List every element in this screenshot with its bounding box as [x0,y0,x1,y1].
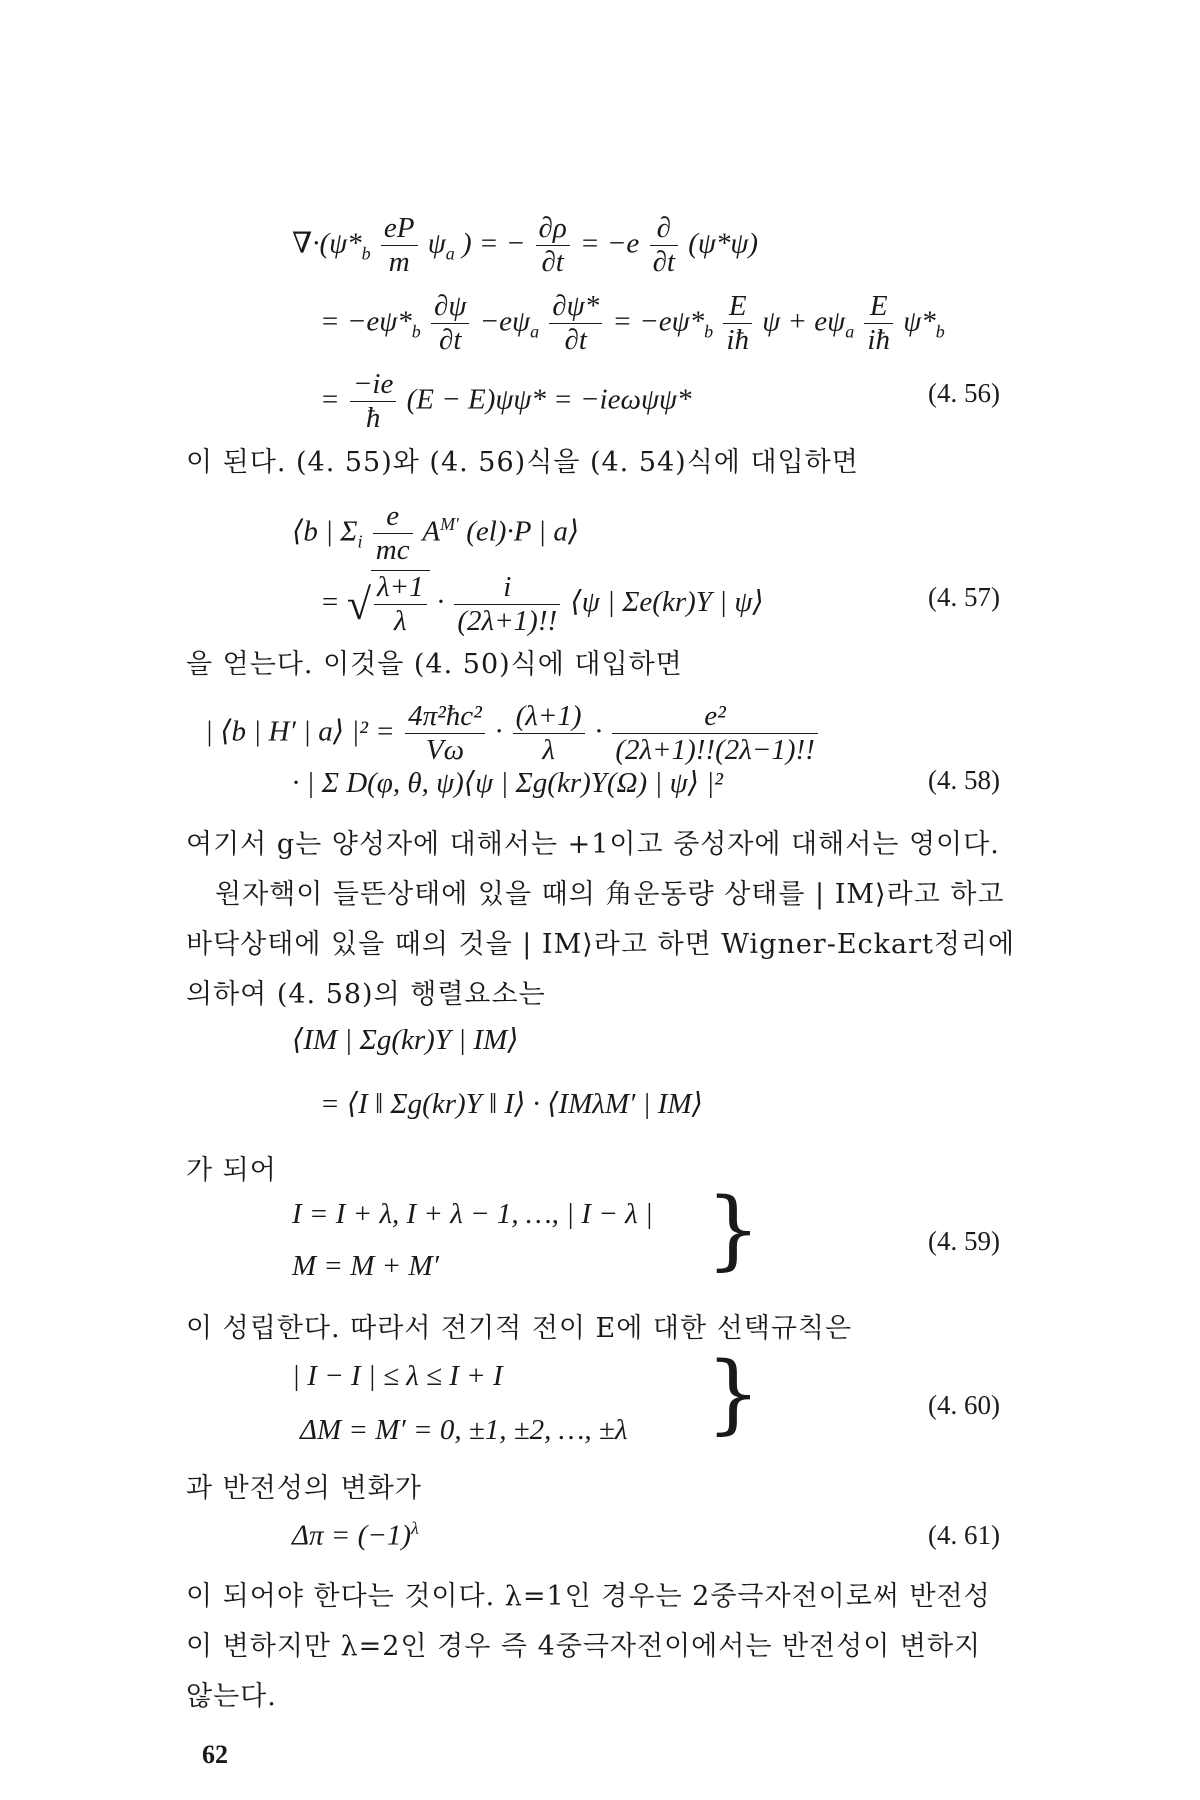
frac-num: E [864,290,893,324]
eq-4-57-sqrt [347,570,430,639]
eq-4-56-l1-lhs-open: ∇·(ψ* [292,227,362,260]
eq-4-58-dot2: · [594,715,603,748]
frac-den: iħ [726,324,749,357]
equation-number-4-58: (4. 58) [928,765,1000,795]
frac-den: ∂t [652,246,675,279]
frac-den: m [388,246,410,279]
eq-4-59-line-2: M = M + M′ [292,1250,439,1282]
paragraph-line-7: 가 되어 [186,1155,277,1186]
eq-4-56-l2-frac3 [723,290,752,358]
frac-num: e² [612,700,818,734]
matrix-element-line-1: ⟨IM | Σg(kr)Y | IM⟩ [292,1024,519,1056]
eq-4-59-line-1: I = I + λ, I + λ − 1, …, | I − λ | [292,1198,653,1230]
eq-4-57-l2-frac [454,571,560,639]
eq-4-57-l1-frac [373,500,413,568]
frac-num: e [373,500,413,534]
frac-den: ∂t [541,246,564,279]
eq-4-56-l2-psi-b: ψ* [903,305,936,338]
eq-4-56-l3-eq: = [320,383,340,416]
frac-den: Vω [425,734,465,767]
eq-4-56-l1-psi-a: ψ [427,227,446,260]
eq-4-56-l1-product: (ψ*ψ) [688,227,759,260]
frac-den: λ [394,605,407,638]
frac-num: (λ+1) [513,700,585,734]
frac-den: ∂t [438,324,462,357]
eq-4-56-l1-frac-d-dt [650,212,678,280]
eq-4-57-line-2 [320,570,764,639]
eq-4-56-l2-term2: −eψ [479,305,531,338]
frac-num: 4π²ħc² [405,700,485,734]
eq-4-60-line-1: | I − I | ≤ λ ≤ I + I [292,1360,503,1392]
frac-num: −ie [350,368,397,402]
equation-number-4-60: (4. 60) [928,1390,1000,1420]
frac-num: i [454,571,560,605]
eq-4-56-l1-frac-drho-dt [536,212,570,280]
eq-4-56-l1-eq2: = −e [580,227,640,260]
eq-4-59-right-brace-icon: } [706,1180,761,1280]
frac-den: ħ [365,402,381,435]
paragraph-line-6: 의하여 (4. 58)의 행렬요소는 [186,979,546,1010]
eq-4-58-line-2 [292,765,723,800]
eq-4-57-l1-ket: (el)·P | a⟩ [466,515,580,548]
eq-4-56-l2-frac1 [431,290,469,358]
eq-4-58-line-1 [205,700,821,768]
eq-4-56-l2-term3: = −eψ* [612,305,705,338]
paragraph-line-9: 과 반전성의 변화가 [186,1473,422,1504]
paragraph-line-3: 여기서 g는 양성자에 대해서는 +1이고 중성자에 대해서는 영이다. [186,829,1000,860]
frac-den: λ [542,734,555,767]
eq-4-56-l1-eq1: ) = − [462,227,526,260]
eq-4-57-sqrt-frac [374,571,427,639]
frac-den: (2λ+1)!! [457,604,558,637]
equation-number-4-56: (4. 56) [928,378,1000,408]
frac-den: (2λ+1)!!(2λ−1)!! [615,734,815,767]
eq-4-60-line-2: ΔM = M′ = 0, ±1, ±2, …, ±λ [300,1414,628,1446]
eq-4-58-dot1: · [495,715,503,748]
paragraph-line-8: 이 성립한다. 따라서 전기적 전이 E에 대한 선택규칙은 [186,1313,853,1344]
paragraph-line-1: 이 된다. (4. 55)와 (4. 56)식을 (4. 54)식에 대입하면 [186,447,859,478]
equation-number-4-57: (4. 57) [928,582,1000,612]
frac-num: ∂ [650,212,678,246]
eq-4-58-l1-lhs: | ⟨b | H′ | a⟩ |² = [205,715,395,748]
frac-den: mc [375,534,410,567]
frac-num: eP [381,212,418,246]
frac-num: ∂ρ [536,212,570,246]
eq-4-58-l1-frac3 [612,700,818,768]
eq-4-57-l2-eq: = [320,586,340,618]
frac-num: E [723,290,752,324]
frac-num: ∂ψ* [549,290,602,324]
eq-4-56-l3-rhs: (E − E)ψψ* = −ieωψψ* [406,383,692,416]
eq-4-61-line-1: $\Delta\pi = (-1)^\lambda$ [292,1518,419,1552]
eq-4-61-body: Δπ = (−1) [292,1519,412,1552]
eq-4-60-right-brace-icon: } [706,1344,761,1444]
paragraph-line-12: 않는다. [186,1681,277,1712]
eq-4-58-l2: · | Σ D(φ, θ, ψ)⟨ψ | Σg(kr)Y(Ω) | ψ⟩ |² [292,767,723,799]
eq-4-57-l1-bra: ⟨b | Σ [292,515,358,548]
eq-4-57-dot: · [436,586,445,618]
equation-number-4-59: (4. 59) [928,1226,1000,1256]
matrix-element-line-2: = ⟨I ‖ Σg(kr)Y ‖ I⟩ · ⟨IMλM′ | IM⟩ [320,1088,703,1120]
frac-num: λ+1 [374,571,427,605]
eq-4-56-line-2: = $-e\psi*_b$ $\frac{\partial\psi}{\partial t}$ $-e\psi_a$ $\frac{\partial\psi*}{\partial t}$ = $-e\psi*_b$ $\frac{E}{iħ}$ $\psi + e\psi_a$ $\frac{E}{iħ}$ $\psi*_b$ [320,290,945,357]
frac-den: ∂t [564,324,587,357]
eq-4-56-line-1: $\nabla\cdot(\psi*_b$ $\frac{eP}{m}$ $\psi_a$ ) = − $\frac{\partial\rho}{\partial t}$ = −e $\frac{\partial}{\partial t}$ (ψ*ψ) [292,212,759,279]
frac-den: iħ [867,324,890,357]
eq-4-57-l1-A: A [422,515,441,548]
eq-4-56-line-3 [320,368,691,436]
frac-num: ∂ψ [431,290,469,324]
equation-number-4-61: (4. 61) [928,1520,1000,1550]
paragraph-line-2: 을 얻는다. 이것을 (4. 50)식에 대입하면 [186,649,683,680]
eq-4-56-l2-frac2 [549,290,602,358]
eq-4-56-l3-frac [350,368,397,436]
eq-4-56-l2-term1: = −eψ* [320,305,412,338]
eq-4-56-l2-frac4 [864,290,893,358]
paragraph-line-10: 이 되어야 한다는 것이다. λ=1인 경우는 2중극자전이로써 반전성 [186,1581,991,1612]
eq-4-56-l1-frac-eP-m [381,212,418,280]
page-number: 62 [202,1740,228,1769]
paragraph-line-11: 이 변하지만 λ=2인 경우 즉 4중극자전이에서는 반전성이 변하지 [186,1631,982,1662]
eq-4-58-l1-frac1 [405,700,485,768]
eq-4-57-l2-bracket: ⟨ψ | Σe(kr)Y | ψ⟩ [570,586,764,618]
paragraph-line-4: 원자핵이 들뜬상태에 있을 때의 角운동량 상태를 | IM⟩라고 하고 [215,879,1005,910]
eq-4-58-l1-frac2 [513,700,585,768]
eq-4-56-l2-term4: ψ + eψ [762,305,846,338]
paragraph-line-5: 바닥상태에 있을 때의 것을 | IM⟩라고 하면 Wigner-Eckart정리에 [186,929,1016,960]
eq-4-57-line-1: ⟨b | $\Sigma_i$ $\frac{e}{mc}$ $A^{M'}$ (el)·P | a⟩ [292,500,580,567]
sqrt-icon: √ [346,579,371,629]
